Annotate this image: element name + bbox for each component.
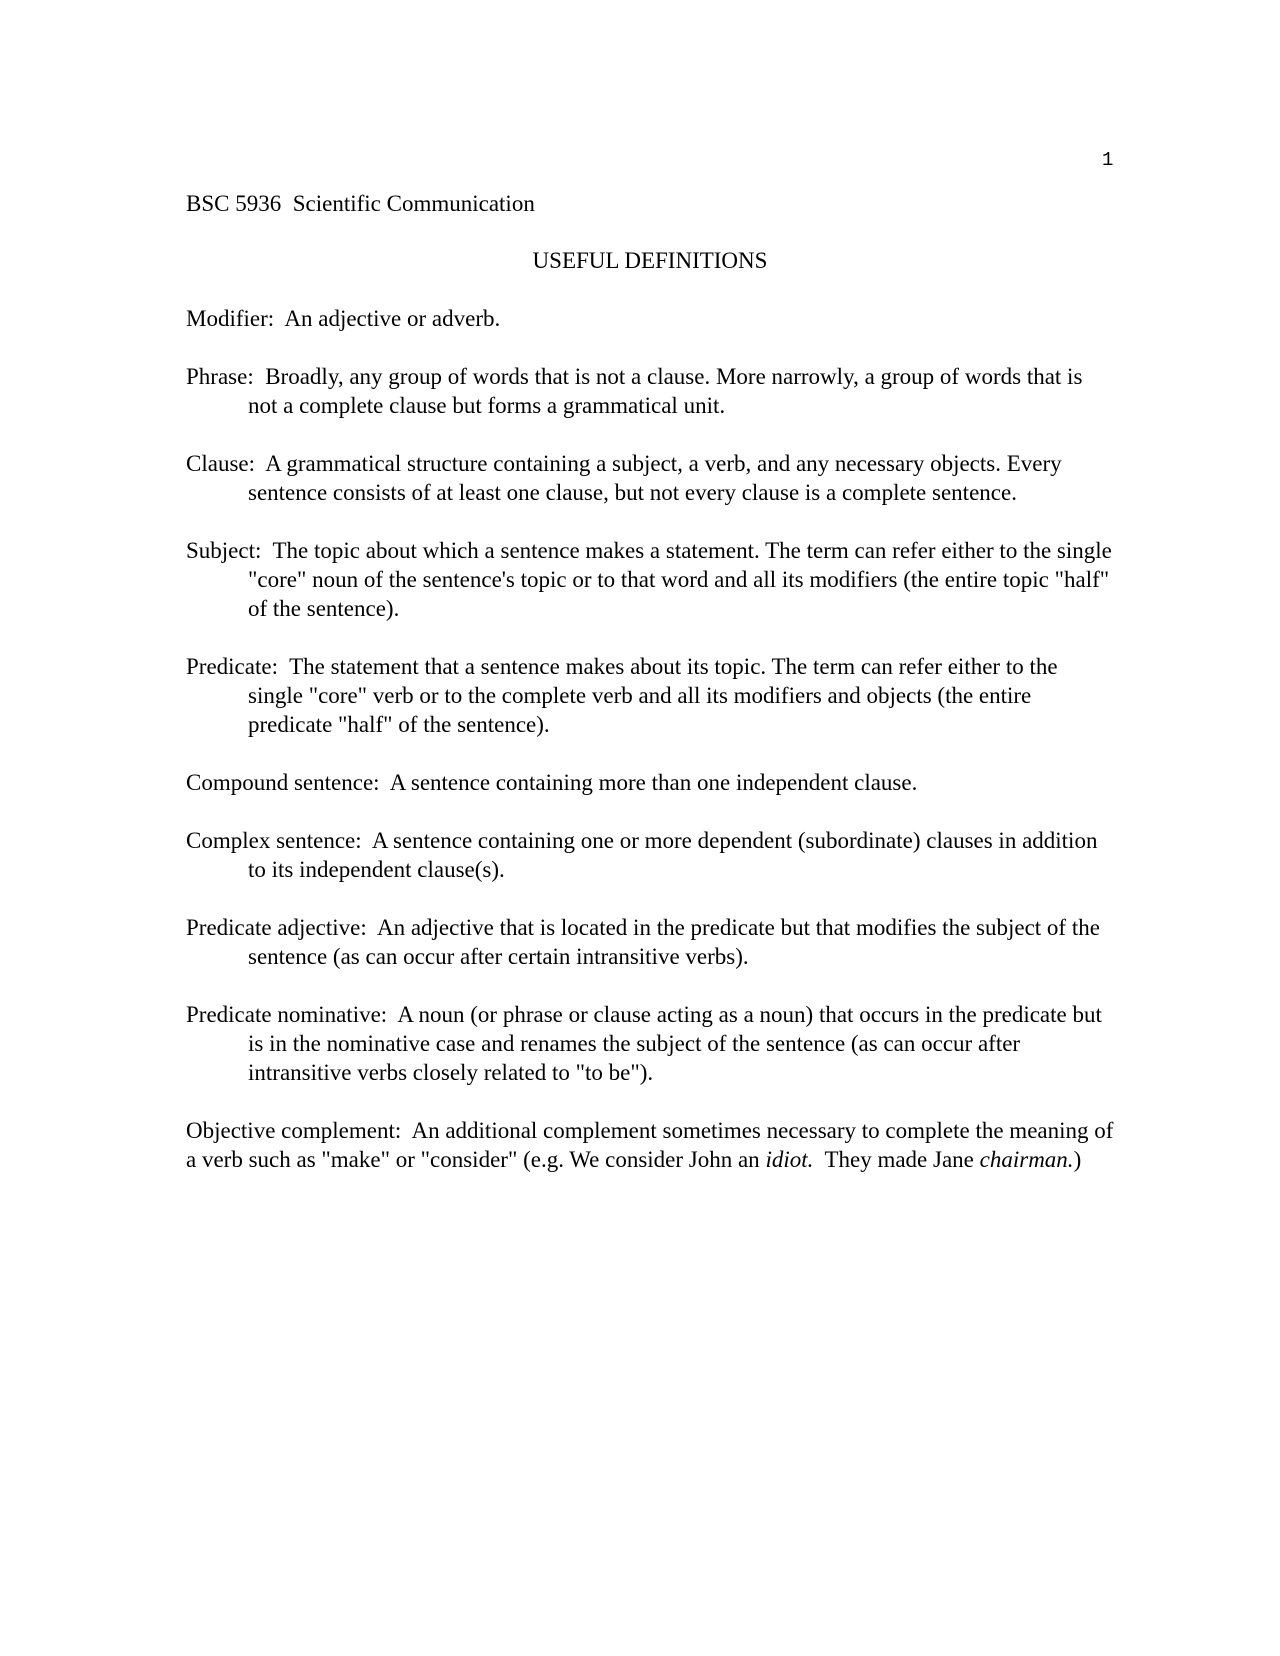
course-title: BSC 5936 Scientific Communication <box>186 191 535 216</box>
definition-term: Clause: <box>186 451 255 476</box>
definition-text: An adjective that is located in the predicate but that modifies the subject of the sentence (as can occur after certain intransitive verbs). <box>248 915 1100 969</box>
definition-compound-sentence <box>186 768 1116 797</box>
definition-text: The statement that a sentence makes about its topic. The term can refer either to the single "core" verb or to the complete verb and all its modifiers and objects (the entire predicate "half" of the sentence). <box>248 654 1058 737</box>
definition-text: They made Jane <box>813 1147 980 1172</box>
definition-text: A grammatical structure containing a subject, a verb, and any necessary objects. Every sentence consists of at least one clause, but not every clause is a complete sentence. <box>248 451 1062 505</box>
definition-term: Compound sentence: <box>186 770 380 795</box>
definition-text: An additional complement sometimes necessary to complete the meaning of a verb such as "make" or "consider" (e.g. We consider John an <box>186 1118 1114 1172</box>
definitions-list <box>186 304 1116 1203</box>
definition-objective-complement <box>186 1116 1116 1174</box>
definition-predicate-nominative <box>186 1000 1116 1087</box>
definition-text: A noun (or phrase or clause acting as a noun) that occurs in the predicate but is in the nominative case and renames the subject of the sentence (as can occur after intransitive verbs closely related to "to be"). <box>248 1002 1102 1085</box>
definition-subject <box>186 536 1116 623</box>
definition-term: Predicate: <box>186 654 278 679</box>
definition-text: Broadly, any group of words that is not a clause. More narrowly, a group of words that is not a complete clause but forms a grammatical unit. <box>248 364 1083 418</box>
definition-term: Subject: <box>186 538 262 563</box>
definition-term: Phrase: <box>186 364 254 389</box>
definition-predicate-adjective <box>186 913 1116 971</box>
definition-modifier <box>186 304 1116 333</box>
definition-predicate <box>186 652 1116 739</box>
definition-text: An adjective or adverb. <box>284 306 501 331</box>
definition-term: Objective complement: <box>186 1118 402 1143</box>
definition-term: Predicate adjective: <box>186 915 367 940</box>
example-emphasis-chairman: chairman. <box>979 1147 1074 1172</box>
definition-clause <box>186 449 1116 507</box>
document-title: USEFUL DEFINITIONS <box>532 248 768 273</box>
example-emphasis-idiot: idiot. <box>765 1147 814 1172</box>
definition-phrase <box>186 362 1116 420</box>
definition-text: A sentence containing one or more dependent (subordinate) clauses in addition to its independent clause(s). <box>248 828 1098 882</box>
definition-term: Complex sentence: <box>186 828 362 853</box>
definition-term: Predicate nominative: <box>186 1002 388 1027</box>
definition-text-close: ) <box>1073 1147 1082 1172</box>
definition-complex-sentence <box>186 826 1116 884</box>
page-number: 1 <box>1102 149 1114 171</box>
definition-text: A sentence containing more than one independent clause. <box>389 770 918 795</box>
definition-text: The topic about which a sentence makes a statement. The term can refer either to the single "core" noun of the sentence's topic or to that word and all its modifiers (the entire topic "half" of the sentence). <box>248 538 1112 621</box>
definition-term: Modifier: <box>186 306 275 331</box>
